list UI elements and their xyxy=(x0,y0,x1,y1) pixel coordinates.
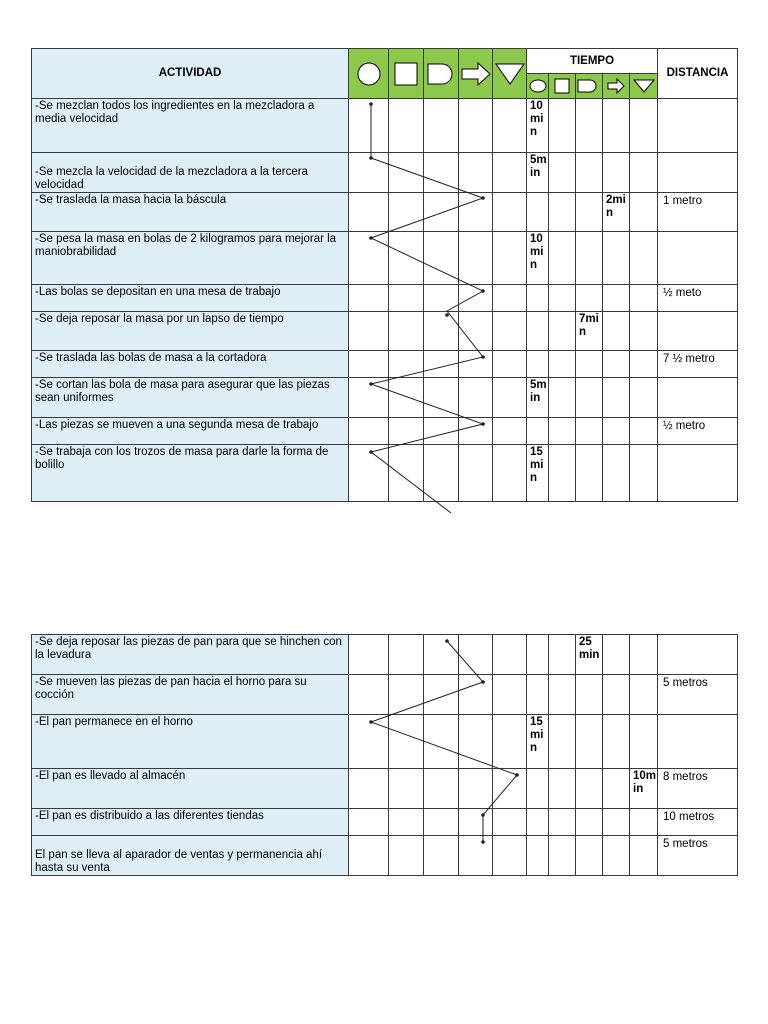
time-value xyxy=(630,635,658,675)
table-row xyxy=(32,769,738,809)
activity-text: -El pan es llevado al almacén xyxy=(32,769,349,809)
time-value xyxy=(576,378,603,418)
time-value xyxy=(576,193,603,232)
table-row xyxy=(32,809,738,836)
distance-value xyxy=(658,232,738,285)
time-value xyxy=(603,351,630,378)
time-value: 7min xyxy=(576,312,603,351)
time-value: 5min xyxy=(527,153,549,193)
time-value xyxy=(576,809,603,836)
time-value xyxy=(630,836,658,876)
time-value: 15min xyxy=(527,715,549,769)
storage-triangle-icon xyxy=(630,74,658,99)
time-value xyxy=(603,153,630,193)
time-value xyxy=(603,312,630,351)
activity-text: -Las piezas se mueven a una segunda mesa de trabajo xyxy=(32,418,349,445)
distance-value xyxy=(658,635,738,675)
table-row xyxy=(32,312,738,351)
activity-text: -Se deja reposar las piezas de pan para que se hinchen con la levadura xyxy=(32,635,349,675)
time-value xyxy=(576,232,603,285)
time-value xyxy=(576,675,603,715)
table-row xyxy=(32,715,738,769)
operation-circle-icon xyxy=(349,49,389,99)
activity-text: -Se trabaja con los trozos de masa para darle la forma de bolillo xyxy=(32,445,349,502)
distance-value xyxy=(658,153,738,193)
time-value xyxy=(576,769,603,809)
process-table-2 xyxy=(31,634,738,876)
activity-text: -Se traslada la masa hacia la báscula xyxy=(32,193,349,232)
distancia-header: DISTANCIA xyxy=(658,49,738,99)
time-value xyxy=(603,99,630,153)
activity-text: -El pan es distribuido a las diferentes tiendas xyxy=(32,809,349,836)
distance-value xyxy=(658,445,738,502)
time-value xyxy=(576,99,603,153)
activity-text: -Las bolas se depositan en una mesa de trabajo xyxy=(32,285,349,312)
distance-value: 1 metro xyxy=(658,193,738,232)
distance-value: ½ metro xyxy=(658,418,738,445)
distance-value xyxy=(658,378,738,418)
activity-text: -Se deja reposar la masa por un lapso de tiempo xyxy=(32,312,349,351)
table-row xyxy=(32,378,738,418)
activity-text: El pan se lleva al aparador de ventas y permanencia ahí hasta su venta xyxy=(32,836,349,876)
time-value: 10min xyxy=(630,769,658,809)
time-value xyxy=(527,635,549,675)
activity-text: -Se mezcla la velocidad de la mezcladora a la tercera velocidad xyxy=(32,153,349,193)
time-value xyxy=(527,285,549,312)
table-row xyxy=(32,445,738,502)
time-value xyxy=(527,418,549,445)
time-value xyxy=(576,836,603,876)
delay-d-icon xyxy=(424,49,459,99)
distance-value: 10 metros xyxy=(658,809,738,836)
table-row xyxy=(32,418,738,445)
time-value xyxy=(527,675,549,715)
transport-arrow-icon xyxy=(603,74,630,99)
table-row xyxy=(32,351,738,378)
inspection-square-icon xyxy=(389,49,424,99)
time-value: 10min xyxy=(527,232,549,285)
time-value xyxy=(576,715,603,769)
time-value: 25min xyxy=(576,635,603,675)
time-value xyxy=(603,445,630,502)
time-value xyxy=(527,351,549,378)
activity-text: -Se mezclan todos los ingredientes en la mezcladora a media velocidad xyxy=(32,99,349,153)
time-value xyxy=(527,312,549,351)
distance-value: ½ meto xyxy=(658,285,738,312)
time-value xyxy=(630,809,658,836)
time-value: 15min xyxy=(527,445,549,502)
inspection-square-icon xyxy=(549,74,576,99)
time-value xyxy=(576,153,603,193)
time-value xyxy=(576,418,603,445)
distance-value xyxy=(658,99,738,153)
table-row xyxy=(32,675,738,715)
process-table-1 xyxy=(31,48,738,502)
distance-value: 5 metros xyxy=(658,836,738,876)
operation-circle-icon xyxy=(527,74,549,99)
time-value xyxy=(527,769,549,809)
table-row xyxy=(32,153,738,193)
activity-text: -Se mueven las piezas de pan hacia el horno para su cocción xyxy=(32,675,349,715)
activity-text: -Se cortan las bola de masa para asegurar que las piezas sean uniformes xyxy=(32,378,349,418)
distance-value xyxy=(658,715,738,769)
table-row xyxy=(32,635,738,675)
time-value xyxy=(630,715,658,769)
activity-text: -El pan permanece en el horno xyxy=(32,715,349,769)
actividad-header: ACTIVIDAD xyxy=(32,49,349,99)
distance-value xyxy=(658,312,738,351)
time-value xyxy=(630,675,658,715)
time-value xyxy=(603,378,630,418)
time-value xyxy=(603,418,630,445)
delay-d-icon xyxy=(576,74,603,99)
table-row xyxy=(32,285,738,312)
time-value xyxy=(527,809,549,836)
time-value: 10min xyxy=(527,99,549,153)
distance-value: 5 metros xyxy=(658,675,738,715)
table-row xyxy=(32,836,738,876)
distance-value: 8 metros xyxy=(658,769,738,809)
table-row xyxy=(32,99,738,153)
time-value xyxy=(527,836,549,876)
storage-triangle-icon xyxy=(493,49,527,99)
time-value: 5min xyxy=(527,378,549,418)
activity-text: -Se traslada las bolas de masa a la cortadora xyxy=(32,351,349,378)
activity-text: -Se pesa la masa en bolas de 2 kilogramos para mejorar la maniobrabilidad xyxy=(32,232,349,285)
time-value xyxy=(527,193,549,232)
time-value xyxy=(603,232,630,285)
table-row xyxy=(32,193,738,232)
time-value xyxy=(576,351,603,378)
table-row xyxy=(32,232,738,285)
transport-arrow-icon xyxy=(459,49,493,99)
time-value xyxy=(603,285,630,312)
tiempo-header: TIEMPO xyxy=(527,49,658,74)
time-value xyxy=(576,445,603,502)
distance-value: 7 ½ metro xyxy=(658,351,738,378)
time-value xyxy=(576,285,603,312)
time-value: 2min xyxy=(603,193,630,232)
